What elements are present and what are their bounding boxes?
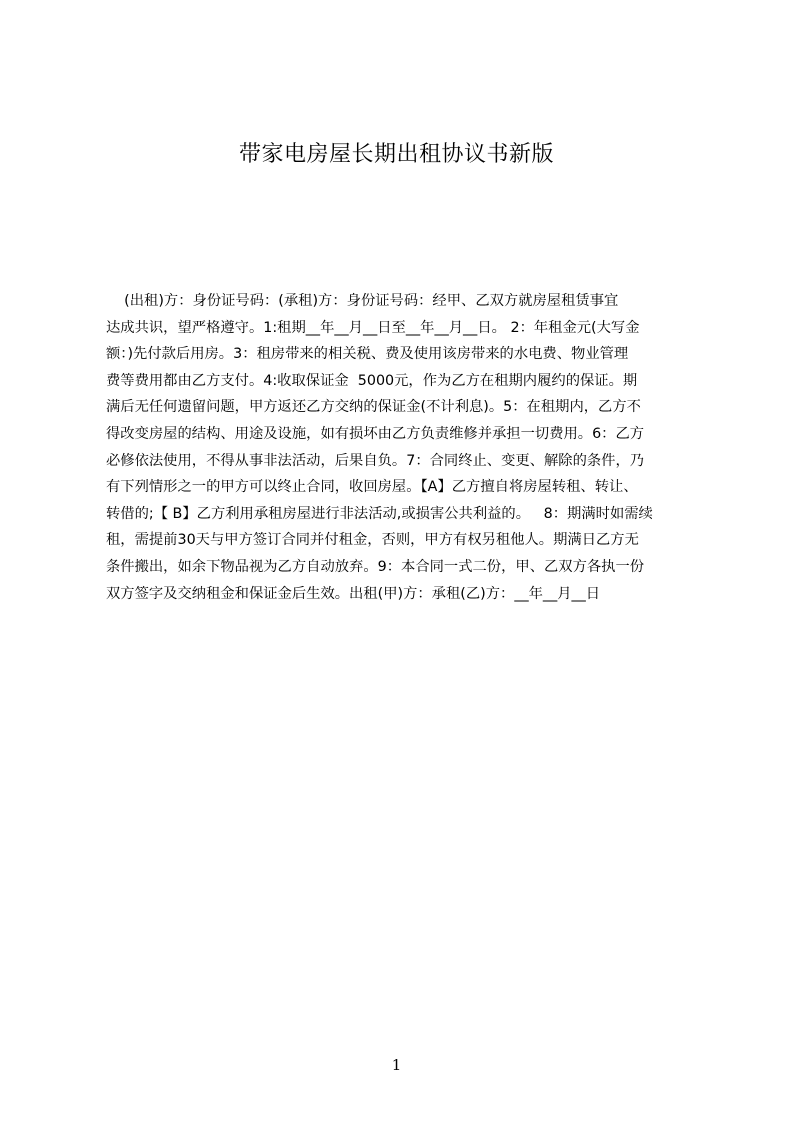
body-line-8: 有下列情形之一的甲方可以终止合同，收回房屋。【A】乙方擅自将房屋转租、转让、 — [106, 479, 638, 496]
body-line-9: 转借的;【 B】乙方利用承租房屋进行非法活动,或损害公共利益的。 8：期满时如需续 — [106, 505, 653, 522]
body-line-7: 必修依法使用，不得从事非法活动，后果自负。7：合同终止、变更、解除的条件，乃 — [106, 452, 645, 469]
body-line-4: 费等费用都由乙方支付。4:收取保证金 5000元，作为乙方在租期内履约的保证。期 — [106, 372, 638, 389]
page-number: 1 — [391, 1056, 402, 1074]
body-line-6: 得改变房屋的结构、用途及设施，如有损坏由乙方负责维修并承担一切费用。6：乙方 — [106, 425, 645, 442]
document-title: 带家电房屋长期出租协议书新版 — [238, 142, 554, 167]
body-line-1: (出租)方：身份证号码：(承租)方：身份证号码：经甲、乙双方就房屋租赁事宜 — [106, 293, 619, 309]
body-line-10: 租，需提前30天与甲方签订合同并付租金，否则，甲方有权另租他人。期满日乙方无 — [106, 532, 639, 549]
document-body — [106, 288, 693, 607]
body-line-2: 达成共识，望严格遵守。1:租期__年__月__日至__年__月__日。 2：年租金元(大写金 — [106, 319, 640, 336]
body-line-12: 双方签字及交纳租金和保证金后生效。出租(甲)方：承租(乙)方：__年__月__日 — [106, 585, 601, 602]
body-line-11: 条件搬出，如余下物品视为乙方自动放弃。9：本合同一式二份，甲、乙双方各执一份 — [106, 558, 645, 575]
body-line-3: 额：)先付款后用房。3：租房带来的相关税、费及使用该房带来的水电费、物业管理 — [106, 346, 629, 363]
body-line-5: 满后无任何遗留问题，甲方返还乙方交纳的保证金(不计利息)。5：在租期内，乙方不 — [106, 399, 641, 416]
